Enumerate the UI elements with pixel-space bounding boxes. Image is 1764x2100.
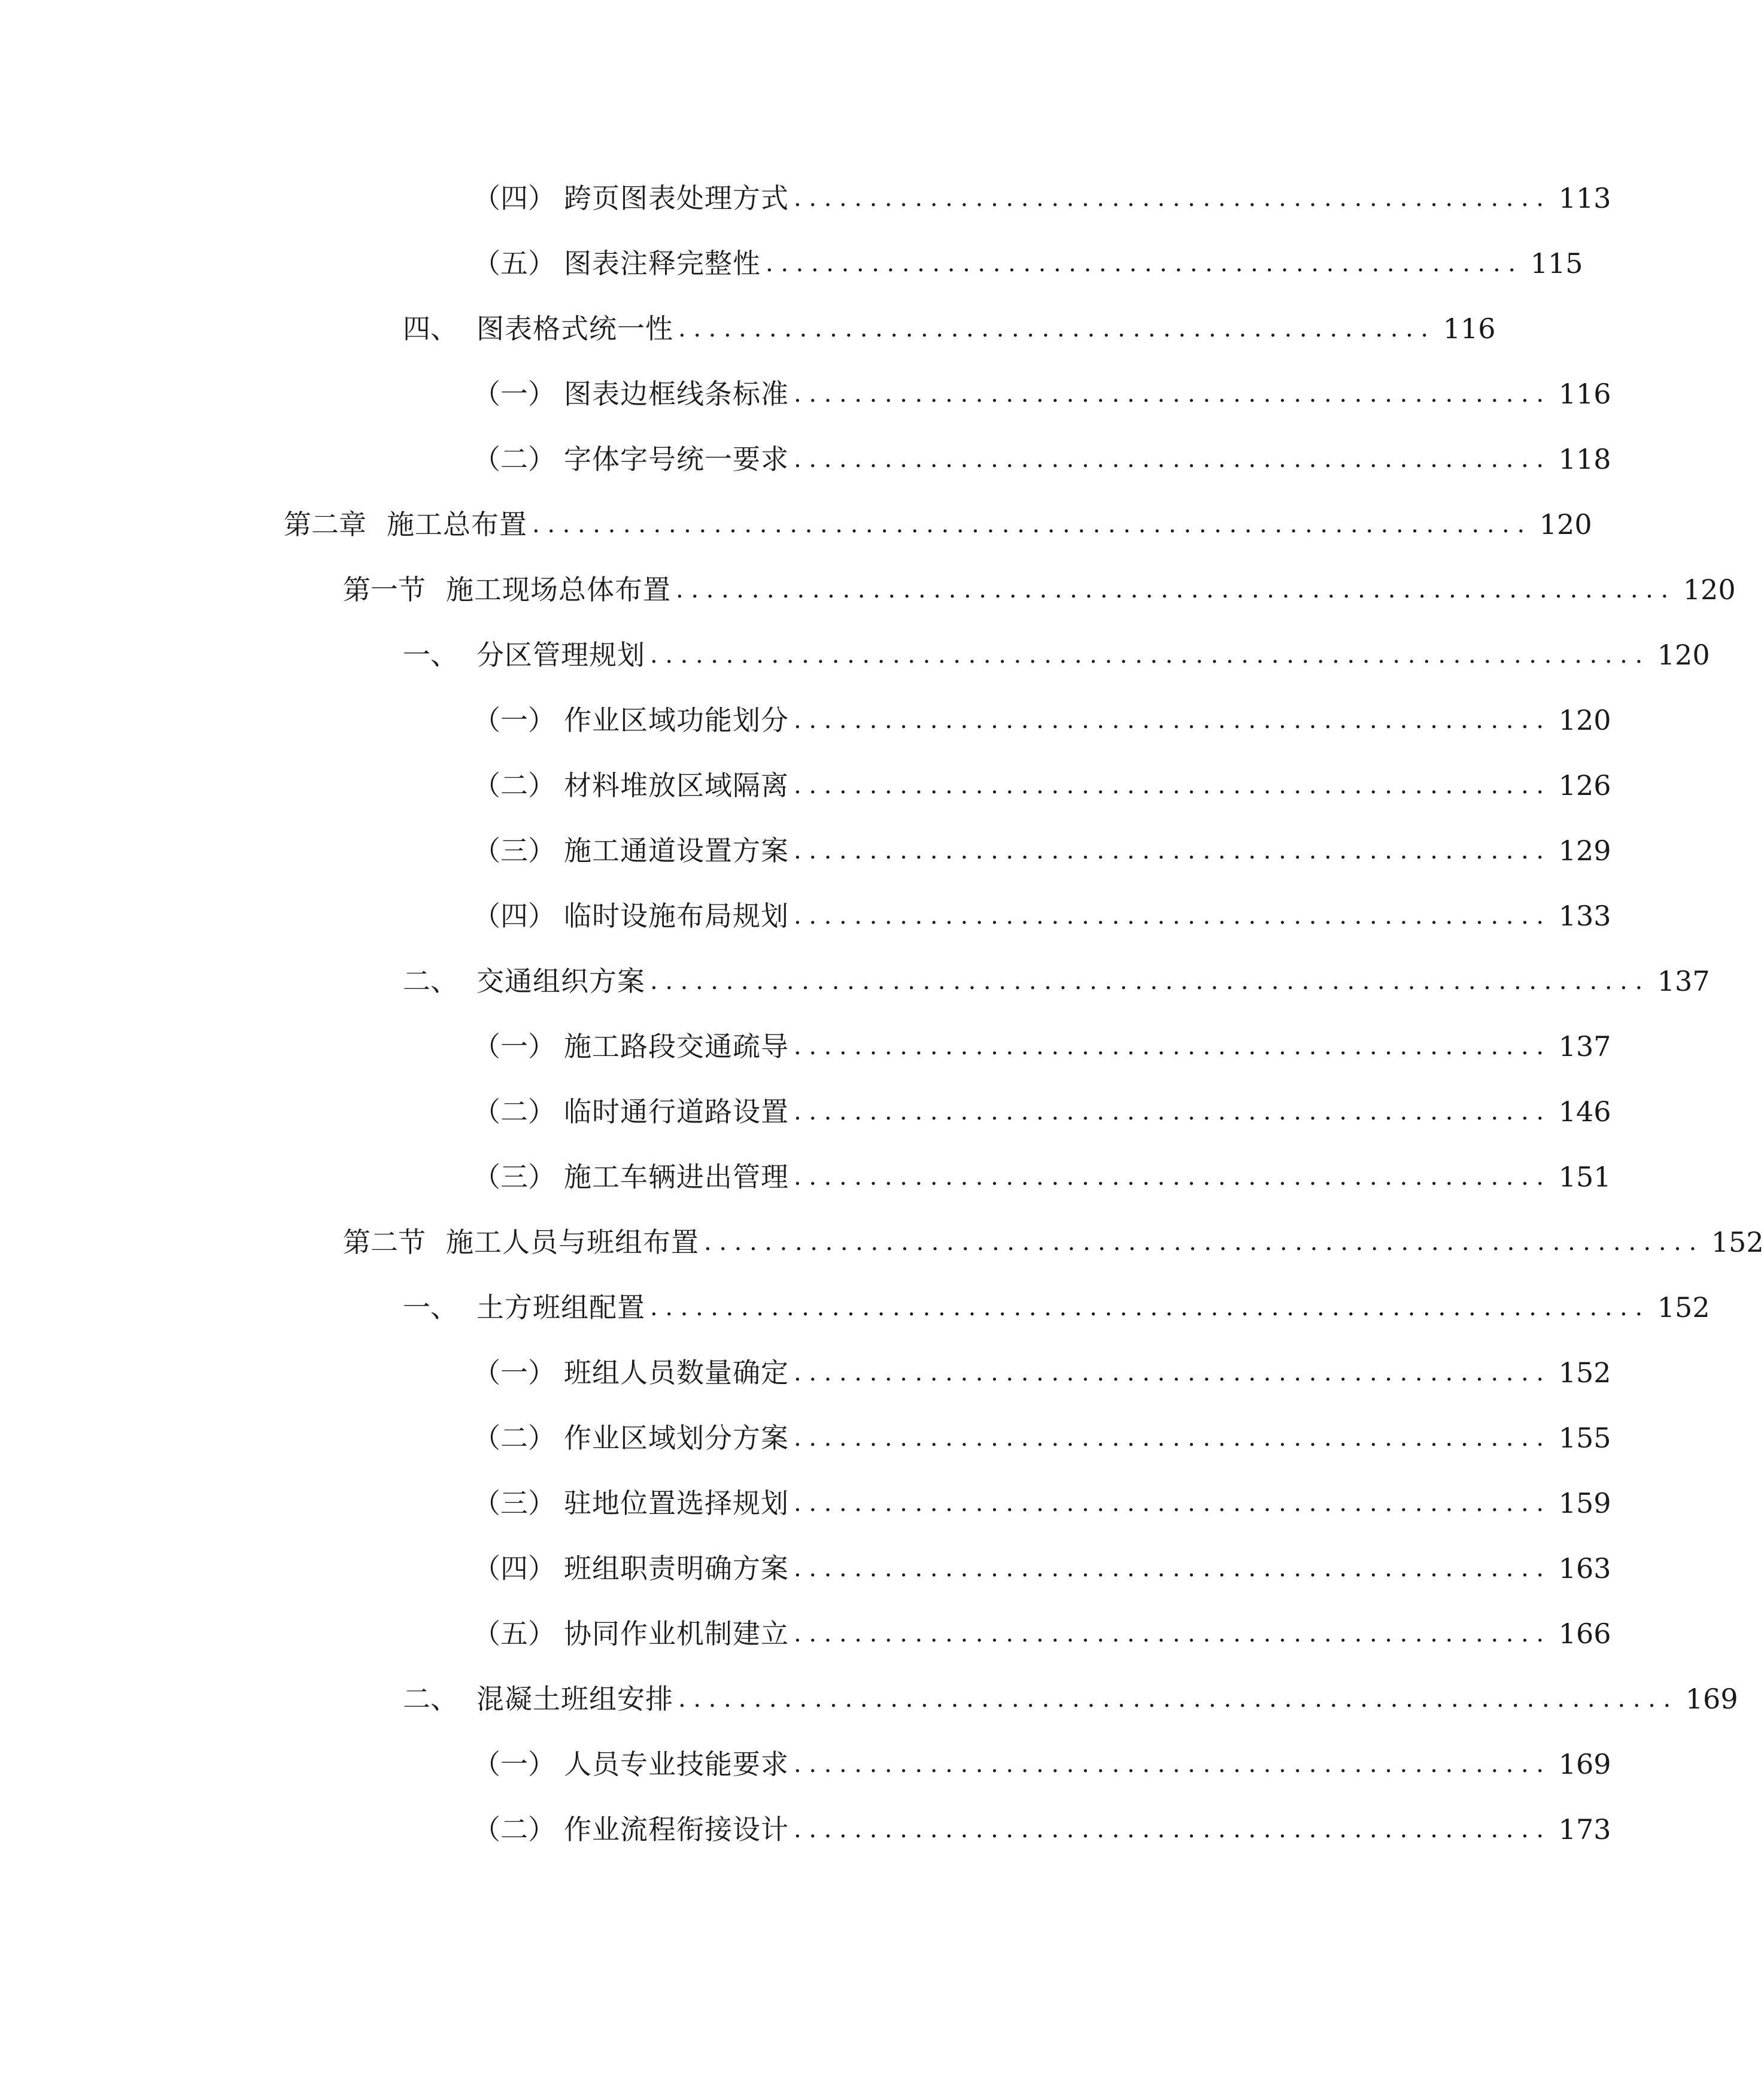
toc-entry-title: 材料堆放区域隔离 (564, 769, 789, 802)
toc-entry-page: 137 (1657, 965, 1710, 997)
toc-leader-dots: .................................................................. (650, 967, 1650, 995)
toc-leader-dots: .................................................. (794, 184, 1552, 212)
toc-leader-dots: .................................................................. (678, 1685, 1678, 1713)
toc-entry[interactable] (473, 1156, 1611, 1198)
toc-leader-dots: .................................................. (794, 1424, 1552, 1452)
toc-entry-page: 116 (1443, 312, 1496, 345)
toc-leader-dots: .................................................. (794, 1098, 1552, 1125)
toc-entry-page: 152 (1711, 1226, 1764, 1258)
toc-entry-page: 120 (1657, 639, 1710, 671)
toc-entry-page: 152 (1657, 1291, 1710, 1324)
toc-entry-title: 交通组织方案 (476, 965, 645, 997)
toc-entry[interactable] (403, 1678, 1738, 1720)
toc-leader-dots: .................................................. (794, 1555, 1552, 1582)
toc-entry-title: 分区管理规划 (476, 639, 645, 671)
toc-entry[interactable] (403, 634, 1710, 676)
toc-entry-page: 166 (1558, 1618, 1611, 1650)
toc-leader-dots: .................................................. (794, 1359, 1552, 1386)
toc-entry[interactable] (473, 1547, 1611, 1589)
toc-leader-dots: .................................................................. (676, 576, 1676, 603)
toc-entry[interactable] (343, 1221, 1764, 1263)
toc-leader-dots: .................................................. (794, 380, 1552, 408)
toc-entry-number: （二） (473, 1813, 555, 1846)
toc-entry[interactable] (473, 1613, 1611, 1655)
toc-entry-title: 协同作业机制建立 (564, 1618, 789, 1650)
toc-entry[interactable] (473, 1808, 1611, 1850)
toc-entry-number: （二） (473, 1095, 555, 1128)
toc-entry-number: （一） (473, 1748, 555, 1780)
toc-entry-number: （二） (473, 443, 555, 475)
toc-entry-number: （四） (473, 900, 555, 932)
toc-entry-number: 二、 (403, 1683, 458, 1715)
toc-entry[interactable] (403, 308, 1496, 350)
toc-entry[interactable] (473, 1025, 1611, 1067)
toc-entry-number: （三） (473, 1487, 555, 1519)
toc-leader-dots: .................................................. (794, 1816, 1552, 1843)
toc-leader-dots: .................................................. (794, 1620, 1552, 1647)
toc-entry[interactable] (473, 177, 1611, 219)
toc-entry-page: 151 (1558, 1161, 1611, 1193)
toc-entry[interactable] (343, 569, 1736, 611)
toc-entry-title: 作业区域划分方案 (564, 1422, 789, 1454)
toc-entry-number: （一） (473, 378, 555, 410)
toc-leader-dots: .................................................. (794, 706, 1552, 734)
toc-entry-number: （一） (473, 1030, 555, 1063)
toc-entry-page: 152 (1558, 1356, 1611, 1389)
toc-entry-page: 115 (1530, 247, 1583, 280)
toc-entry-title: 临时通行道路设置 (564, 1095, 789, 1128)
toc-leader-dots: .................................................. (678, 315, 1436, 342)
toc-entry-page: 173 (1558, 1813, 1611, 1846)
toc-entry-title: 图表格式统一性 (476, 312, 673, 345)
toc-entry[interactable] (473, 1743, 1611, 1785)
toc-entry-title: 施工人员与班组布置 (446, 1226, 699, 1258)
toc-entry-title: 驻地位置选择规划 (564, 1487, 789, 1519)
toc-entry[interactable] (473, 242, 1583, 284)
toc-entry[interactable] (473, 1417, 1611, 1459)
toc-entry-page: 116 (1558, 378, 1611, 410)
toc-entry-page: 133 (1558, 900, 1611, 932)
toc-entry[interactable] (473, 895, 1611, 937)
toc-entry-page: 129 (1558, 834, 1611, 867)
toc-entry-title: 作业流程衔接设计 (564, 1813, 789, 1846)
toc-entry-title: 作业区域功能划分 (564, 704, 789, 736)
toc-leader-dots: .................................................. (794, 445, 1552, 473)
toc-entry-number: （三） (473, 1161, 555, 1193)
toc-entry[interactable] (473, 699, 1611, 741)
toc-leader-dots: .................................................. (794, 772, 1552, 799)
toc-entry-page: 137 (1558, 1030, 1611, 1063)
toc-entry-number: 一、 (403, 1291, 458, 1324)
toc-entry-page: 113 (1558, 182, 1611, 214)
toc-leader-dots: .................................................................. (650, 1294, 1650, 1321)
toc-entry-page: 169 (1685, 1683, 1738, 1715)
toc-entry[interactable] (403, 960, 1710, 1002)
toc-entry-page: 120 (1558, 704, 1611, 736)
toc-leader-dots: .................................................. (794, 1033, 1552, 1060)
toc-entry-page: 169 (1558, 1748, 1611, 1780)
toc-leader-dots: .................................................. (794, 837, 1552, 864)
toc-entry-title: 班组人员数量确定 (564, 1356, 789, 1389)
toc-entry-number: 二、 (403, 965, 458, 997)
toc-entry[interactable] (473, 438, 1611, 480)
toc-entry-page: 120 (1539, 508, 1592, 541)
toc-entry-number: （五） (473, 247, 555, 280)
toc-entry-title: 班组职责明确方案 (564, 1552, 789, 1585)
toc-entry-title: 施工总布置 (387, 508, 527, 541)
toc-entry-page: 155 (1558, 1422, 1611, 1454)
toc-entry-number: （一） (473, 1356, 555, 1389)
toc-entry-title: 字体字号统一要求 (564, 443, 789, 475)
toc-entry-page: 163 (1558, 1552, 1611, 1585)
toc-entry-page: 120 (1683, 573, 1736, 606)
toc-entry-number: （一） (473, 704, 555, 736)
toc-entry[interactable] (473, 1352, 1611, 1394)
toc-entry-number: 四、 (403, 312, 458, 345)
toc-entry-number: （五） (473, 1618, 555, 1650)
toc-entry[interactable] (403, 1286, 1710, 1328)
toc-entry-number: 第一节 (343, 573, 426, 606)
toc-entry-title: 图表注释完整性 (564, 247, 761, 280)
toc-entry[interactable] (284, 503, 1592, 545)
toc-entry-number: 一、 (403, 639, 458, 671)
toc-leader-dots: .................................................. (766, 250, 1523, 277)
toc-entry-page: 126 (1558, 769, 1611, 802)
toc-entry-page: 118 (1558, 443, 1611, 475)
toc-entry-number: （二） (473, 769, 555, 802)
toc-leader-dots: .................................................................. (650, 641, 1650, 669)
toc-entry-number: （四） (473, 1552, 555, 1585)
toc-entry-title: 施工车辆进出管理 (564, 1161, 789, 1193)
toc-entry[interactable] (473, 1091, 1611, 1133)
toc-entry-number: （四） (473, 182, 555, 214)
toc-leader-dots: .................................................................. (532, 511, 1532, 538)
toc-entry-title: 临时设施布局规划 (564, 900, 789, 932)
toc-leader-dots: .................................................. (794, 1163, 1552, 1191)
toc-entry-number: 第二章 (284, 508, 366, 541)
toc-entry[interactable] (473, 373, 1611, 415)
toc-leader-dots: .................................................. (794, 1750, 1552, 1778)
toc-entry-page: 146 (1558, 1095, 1611, 1128)
toc-leader-dots: .................................................. (794, 902, 1552, 930)
toc-leader-dots: .................................................................. (704, 1228, 1704, 1256)
toc-entry-title: 图表边框线条标准 (564, 378, 789, 410)
toc-entry-number: （三） (473, 834, 555, 867)
toc-entry-title: 跨页图表处理方式 (564, 182, 789, 214)
toc-entry-title: 施工路段交通疏导 (564, 1030, 789, 1063)
toc-entry[interactable] (473, 764, 1611, 806)
toc-entry-title: 人员专业技能要求 (564, 1748, 789, 1780)
toc-entry-title: 施工通道设置方案 (564, 834, 789, 867)
toc-entry[interactable] (473, 1482, 1611, 1524)
toc-leader-dots: .................................................. (794, 1489, 1552, 1517)
toc-entry-title: 土方班组配置 (476, 1291, 645, 1324)
toc-entry[interactable] (473, 830, 1611, 872)
toc-entry-page: 159 (1558, 1487, 1611, 1519)
toc-entry-number: 第二节 (343, 1226, 426, 1258)
toc-entry-number: （二） (473, 1422, 555, 1454)
toc-entry-title: 混凝土班组安排 (476, 1683, 673, 1715)
toc-entry-title: 施工现场总体布置 (446, 573, 671, 606)
